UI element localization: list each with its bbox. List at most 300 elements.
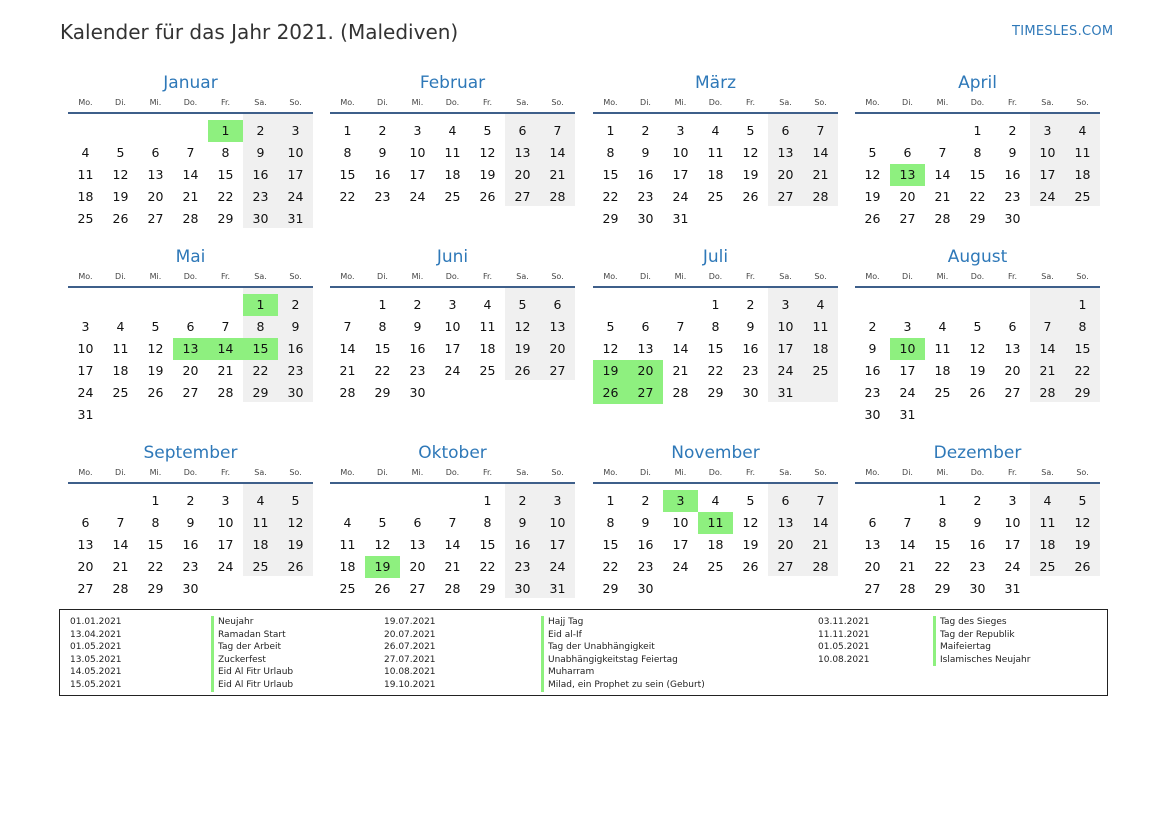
calendar-day: 3 xyxy=(553,493,562,508)
weekday-label: Sa. xyxy=(779,98,792,107)
calendar-day: 22 xyxy=(707,363,724,378)
calendar-day: 6 xyxy=(903,145,912,160)
weekday-label: Mi. xyxy=(936,272,949,281)
calendar-day: 15 xyxy=(602,167,619,182)
calendar-day: 28 xyxy=(182,211,199,226)
weekday-label: Do. xyxy=(970,468,985,477)
calendar-day: 5 xyxy=(973,319,982,334)
calendar-day: 27 xyxy=(182,385,199,400)
calendar-day: 14 xyxy=(672,341,689,356)
calendar-day: 29 xyxy=(1074,385,1091,400)
calendar-day: 21 xyxy=(339,363,356,378)
calendar-day: 15 xyxy=(934,537,951,552)
calendar-day: 28 xyxy=(112,581,129,596)
weekday-label: Mi. xyxy=(936,98,949,107)
calendar-day: 17 xyxy=(409,167,426,182)
calendar-day: 22 xyxy=(1074,363,1091,378)
calendar-day: 17 xyxy=(549,537,566,552)
calendar-day: 19 xyxy=(864,189,881,204)
calendar-day: 27 xyxy=(549,363,566,378)
calendar-day: 1 xyxy=(483,493,492,508)
month-name: September xyxy=(143,443,238,463)
weekday-label: Do. xyxy=(445,468,460,477)
calendar-day: 26 xyxy=(479,189,496,204)
calendar-day: 22 xyxy=(602,189,619,204)
calendar-day: 9 xyxy=(413,319,422,334)
legend-entry: 26.07.2021 xyxy=(384,642,436,653)
calendar-day: 28 xyxy=(1039,385,1056,400)
legend-entry: Tag der Republik xyxy=(933,629,1030,642)
holiday-day: 15 xyxy=(243,338,278,360)
weekday-label: Di. xyxy=(377,98,388,107)
legend-entry: Ramadan Start xyxy=(211,629,293,642)
calendar-day: 25 xyxy=(707,189,724,204)
weekday-label: Sa. xyxy=(254,98,267,107)
calendar-day: 22 xyxy=(602,559,619,574)
calendar-day: 7 xyxy=(448,515,457,530)
calendar-day: 8 xyxy=(151,515,160,530)
legend-entry: Tag des Sieges xyxy=(933,616,1030,629)
calendar-day: 17 xyxy=(77,363,94,378)
calendar-day: 30 xyxy=(1004,211,1021,226)
calendar-day: 7 xyxy=(221,319,230,334)
calendar-day: 21 xyxy=(672,363,689,378)
calendar-day: 31 xyxy=(287,211,304,226)
calendar-day: 17 xyxy=(1039,167,1056,182)
calendar-day: 17 xyxy=(672,537,689,552)
calendar-day: 6 xyxy=(641,319,650,334)
calendar-day: 31 xyxy=(549,581,566,596)
calendar-day: 16 xyxy=(374,167,391,182)
calendar-day: 20 xyxy=(864,559,881,574)
calendar-day: 12 xyxy=(479,145,496,160)
calendar-day: 14 xyxy=(1039,341,1056,356)
calendar-day: 21 xyxy=(899,559,916,574)
calendar-day: 26 xyxy=(742,189,759,204)
weekday-label: Di. xyxy=(377,468,388,477)
calendar-day: 9 xyxy=(641,145,650,160)
holiday-day: 1 xyxy=(243,294,278,316)
calendar-day: 19 xyxy=(742,167,759,182)
calendar-day: 2 xyxy=(641,493,650,508)
calendar-day: 26 xyxy=(742,559,759,574)
calendar-day: 29 xyxy=(707,385,724,400)
calendar-day: 10 xyxy=(217,515,234,530)
calendar-day: 23 xyxy=(514,559,531,574)
calendar-day: 29 xyxy=(934,581,951,596)
calendar-day: 30 xyxy=(182,581,199,596)
legend-names-1 xyxy=(211,616,293,692)
calendar-day: 10 xyxy=(777,319,794,334)
calendar-day: 24 xyxy=(444,363,461,378)
month-name: Juli xyxy=(702,247,729,267)
calendar-day: 24 xyxy=(672,559,689,574)
calendar-day: 4 xyxy=(711,493,720,508)
calendar-day: 7 xyxy=(186,145,195,160)
calendar-day: 18 xyxy=(479,341,496,356)
calendar-day: 27 xyxy=(409,581,426,596)
calendar-day: 9 xyxy=(378,145,387,160)
weekday-label: So. xyxy=(289,98,302,107)
calendar-day: 24 xyxy=(217,559,234,574)
calendar-day: 30 xyxy=(514,581,531,596)
calendar-day: 11 xyxy=(1039,515,1056,530)
calendar-day: 1 xyxy=(378,297,387,312)
weekday-label: Di. xyxy=(902,98,913,107)
legend-entry: Muharram xyxy=(541,666,705,679)
legend-names-2 xyxy=(541,616,705,692)
holiday-day: 11 xyxy=(698,512,733,534)
weekday-label: Di. xyxy=(115,468,126,477)
calendar-day: 21 xyxy=(549,167,566,182)
calendar-day: 17 xyxy=(287,167,304,182)
calendar-day: 7 xyxy=(938,145,947,160)
calendar-day: 14 xyxy=(112,537,129,552)
calendar-day: 16 xyxy=(969,537,986,552)
calendar-day: 18 xyxy=(934,363,951,378)
legend-entry: 10.08.2021 xyxy=(818,654,870,665)
month-name: März xyxy=(695,73,736,93)
calendar-day: 23 xyxy=(374,189,391,204)
calendar-day: 19 xyxy=(479,167,496,182)
calendar-day: 20 xyxy=(777,167,794,182)
calendar-day: 6 xyxy=(518,123,527,138)
calendar-day: 9 xyxy=(1008,145,1017,160)
calendar-day: 19 xyxy=(112,189,129,204)
calendar-day: 14 xyxy=(934,167,951,182)
calendar-day: 7 xyxy=(903,515,912,530)
calendar-day: 15 xyxy=(707,341,724,356)
legend-dates-1 xyxy=(70,616,122,692)
calendar-day: 4 xyxy=(711,123,720,138)
weekday-label: Mo. xyxy=(865,468,880,477)
calendar-day: 25 xyxy=(1039,559,1056,574)
calendar-day: 11 xyxy=(707,145,724,160)
calendar-day: 18 xyxy=(707,167,724,182)
calendar-day: 22 xyxy=(147,559,164,574)
weekday-label: Mo. xyxy=(603,272,618,281)
legend-entry: Eid al-If xyxy=(541,629,705,642)
calendar-day: 16 xyxy=(742,341,759,356)
weekday-label: Di. xyxy=(902,468,913,477)
calendar-day: 7 xyxy=(553,123,562,138)
calendar-day: 2 xyxy=(868,319,877,334)
calendar-day: 12 xyxy=(514,319,531,334)
calendar-day: 6 xyxy=(1008,319,1017,334)
calendar-day: 27 xyxy=(514,189,531,204)
weekday-label: Sa. xyxy=(516,272,529,281)
calendar-day: 30 xyxy=(742,385,759,400)
calendar-day: 4 xyxy=(816,297,825,312)
calendar-day: 20 xyxy=(549,341,566,356)
calendar-day: 26 xyxy=(147,385,164,400)
calendar-day: 13 xyxy=(777,145,794,160)
weekday-label: So. xyxy=(551,98,564,107)
calendar-day: 23 xyxy=(182,559,199,574)
calendar-day: 18 xyxy=(1074,167,1091,182)
legend-entry: 20.07.2021 xyxy=(384,629,436,640)
calendar-day: 6 xyxy=(868,515,877,530)
legend-entry: Eid Al Fitr Urlaub xyxy=(211,679,293,692)
weekday-label: Di. xyxy=(902,272,913,281)
calendar-day: 14 xyxy=(899,537,916,552)
calendar-day: 2 xyxy=(1008,123,1017,138)
calendar-day: 13 xyxy=(1004,341,1021,356)
calendar-day: 22 xyxy=(374,363,391,378)
weekday-label: So. xyxy=(814,98,827,107)
calendar-day: 9 xyxy=(291,319,300,334)
calendar-day: 30 xyxy=(969,581,986,596)
calendar-day: 30 xyxy=(287,385,304,400)
weekday-label: Fr. xyxy=(1007,98,1018,107)
weekday-label: Sa. xyxy=(516,98,529,107)
weekday-label: Sa. xyxy=(779,468,792,477)
calendar-day: 2 xyxy=(378,123,387,138)
calendar-day: 26 xyxy=(514,363,531,378)
calendar-day: 3 xyxy=(676,123,685,138)
calendar-day: 5 xyxy=(746,123,755,138)
calendar-day: 2 xyxy=(973,493,982,508)
calendar-day: 3 xyxy=(1008,493,1017,508)
calendar-day: 23 xyxy=(287,363,304,378)
legend-entry: 19.10.2021 xyxy=(384,679,436,690)
calendar-day: 29 xyxy=(969,211,986,226)
calendar-day: 13 xyxy=(864,537,881,552)
weekday-label: Mi. xyxy=(674,272,687,281)
calendar-day: 27 xyxy=(864,581,881,596)
calendar-day: 28 xyxy=(444,581,461,596)
brand-link[interactable]: TIMESLES.COM xyxy=(1012,24,1114,39)
weekday-label: Do. xyxy=(708,98,723,107)
calendar-day: 24 xyxy=(1039,189,1056,204)
legend-entry: 01.01.2021 xyxy=(70,617,122,627)
calendar-day: 25 xyxy=(934,385,951,400)
calendar-day: 29 xyxy=(602,581,619,596)
legend-entry: 01.05.2021 xyxy=(818,642,870,653)
calendar-day: 18 xyxy=(444,167,461,182)
calendar-day: 8 xyxy=(606,515,615,530)
calendar-day: 29 xyxy=(252,385,269,400)
calendar-day: 21 xyxy=(1039,363,1056,378)
calendar-day: 10 xyxy=(77,341,94,356)
calendar-day: 9 xyxy=(868,341,877,356)
calendar-day: 29 xyxy=(217,211,234,226)
calendar-day: 8 xyxy=(711,319,720,334)
weekday-label: Fr. xyxy=(1007,272,1018,281)
calendar-day: 17 xyxy=(217,537,234,552)
calendar-day: 25 xyxy=(444,189,461,204)
weekday-label: So. xyxy=(1076,98,1089,107)
weekday-label: Mo. xyxy=(340,468,355,477)
calendar-day: 21 xyxy=(217,363,234,378)
calendar-day: 24 xyxy=(672,189,689,204)
holiday-day: 26 xyxy=(593,382,628,404)
weekday-label: So. xyxy=(551,468,564,477)
weekday-label: Sa. xyxy=(254,272,267,281)
calendar-day: 20 xyxy=(77,559,94,574)
calendar-day: 6 xyxy=(81,515,90,530)
calendar-day: 1 xyxy=(973,123,982,138)
weekday-label: Sa. xyxy=(1041,272,1054,281)
calendar-day: 11 xyxy=(339,537,356,552)
calendar-day: 11 xyxy=(934,341,951,356)
calendar-day: 3 xyxy=(1043,123,1052,138)
month-name: November xyxy=(671,443,760,463)
calendar-day: 8 xyxy=(256,319,265,334)
legend-entry: Neujahr xyxy=(211,616,293,629)
calendar-day: 23 xyxy=(252,189,269,204)
calendar-day: 1 xyxy=(938,493,947,508)
month-name: Februar xyxy=(419,73,486,93)
calendar-day: 7 xyxy=(343,319,352,334)
weekday-label: Fr. xyxy=(220,98,231,107)
weekday-label: Do. xyxy=(183,272,198,281)
calendar-day: 22 xyxy=(217,189,234,204)
calendar-day: 5 xyxy=(116,145,125,160)
calendar-day: 20 xyxy=(182,363,199,378)
weekday-label: Di. xyxy=(640,272,651,281)
calendar-day: 30 xyxy=(252,211,269,226)
calendar-day: 19 xyxy=(742,537,759,552)
weekday-label: Di. xyxy=(115,272,126,281)
calendar-day: 11 xyxy=(77,167,94,182)
calendar-day: 24 xyxy=(1004,559,1021,574)
calendar-day: 23 xyxy=(637,189,654,204)
calendar-day: 8 xyxy=(378,319,387,334)
legend-names-3 xyxy=(933,616,1030,666)
calendar-day: 23 xyxy=(742,363,759,378)
calendar-day: 18 xyxy=(812,341,829,356)
calendar-day: 19 xyxy=(969,363,986,378)
weekday-label: So. xyxy=(289,468,302,477)
calendar-day: 16 xyxy=(287,341,304,356)
calendar-day: 12 xyxy=(112,167,129,182)
calendar-day: 15 xyxy=(602,537,619,552)
calendar-day: 24 xyxy=(409,189,426,204)
weekday-label: Mo. xyxy=(78,272,93,281)
calendar-day: 1 xyxy=(606,123,615,138)
weekday-label: Mo. xyxy=(865,98,880,107)
calendar-day: 4 xyxy=(116,319,125,334)
calendar-day: 25 xyxy=(707,559,724,574)
weekday-label: Di. xyxy=(377,272,388,281)
holiday-day: 19 xyxy=(365,556,400,578)
holiday-day: 19 xyxy=(593,360,628,382)
calendar-day: 18 xyxy=(112,363,129,378)
calendar-day: 31 xyxy=(777,385,794,400)
weekday-label: Di. xyxy=(640,98,651,107)
calendar-day: 2 xyxy=(518,493,527,508)
calendar-day: 5 xyxy=(746,493,755,508)
calendar-day: 4 xyxy=(938,319,947,334)
calendar-day: 14 xyxy=(812,145,829,160)
legend-entry: 15.05.2021 xyxy=(70,679,122,690)
calendar-day: 31 xyxy=(77,407,94,422)
calendar-day: 25 xyxy=(479,363,496,378)
weekday-label: Mo. xyxy=(603,468,618,477)
calendar-day: 3 xyxy=(448,297,457,312)
legend-entry: 13.04.2021 xyxy=(70,629,122,640)
calendar-day: 21 xyxy=(934,189,951,204)
calendar-day: 21 xyxy=(112,559,129,574)
calendar-day: 21 xyxy=(182,189,199,204)
calendar-day: 28 xyxy=(812,189,829,204)
calendar-day: 8 xyxy=(973,145,982,160)
calendar-day: 9 xyxy=(973,515,982,530)
calendar-day: 22 xyxy=(969,189,986,204)
calendar-day: 29 xyxy=(374,385,391,400)
calendar-day: 8 xyxy=(343,145,352,160)
calendar-day: 10 xyxy=(549,515,566,530)
calendar-day: 15 xyxy=(217,167,234,182)
calendar-day: 6 xyxy=(151,145,160,160)
calendar-day: 6 xyxy=(553,297,562,312)
calendar-day: 11 xyxy=(1074,145,1091,160)
calendar-day: 2 xyxy=(256,123,265,138)
calendar-day: 9 xyxy=(518,515,527,530)
calendar-day: 13 xyxy=(147,167,164,182)
weekday-label: Sa. xyxy=(779,272,792,281)
calendar-day: 25 xyxy=(112,385,129,400)
holiday-day: 27 xyxy=(628,382,663,404)
calendar-day: 1 xyxy=(151,493,160,508)
weekday-label: Mi. xyxy=(149,272,162,281)
calendar-day: 3 xyxy=(413,123,422,138)
calendar-day: 15 xyxy=(969,167,986,182)
calendar-day: 14 xyxy=(182,167,199,182)
calendar-day: 30 xyxy=(637,211,654,226)
weekday-label: Do. xyxy=(183,98,198,107)
calendar-day: 26 xyxy=(112,211,129,226)
weekday-label: Do. xyxy=(708,272,723,281)
calendar-day: 27 xyxy=(147,211,164,226)
calendar-day: 31 xyxy=(672,211,689,226)
calendar-day: 26 xyxy=(287,559,304,574)
weekday-label: Do. xyxy=(708,468,723,477)
page-title: Kalender für das Jahr 2021. (Malediven) xyxy=(60,20,459,44)
calendar-day: 11 xyxy=(252,515,269,530)
calendar-day: 7 xyxy=(1043,319,1052,334)
calendar-day: 13 xyxy=(77,537,94,552)
calendar-day: 4 xyxy=(1043,493,1052,508)
legend-entry: 03.11.2021 xyxy=(818,617,870,627)
calendar-day: 16 xyxy=(182,537,199,552)
calendar-day: 16 xyxy=(1004,167,1021,182)
weekday-label: Fr. xyxy=(482,98,493,107)
calendar-day: 20 xyxy=(409,559,426,574)
calendar-day: 20 xyxy=(514,167,531,182)
calendar-day: 23 xyxy=(969,559,986,574)
calendar-day: 20 xyxy=(777,537,794,552)
weekday-label: Mi. xyxy=(149,98,162,107)
calendar-day: 14 xyxy=(549,145,566,160)
weekday-label: Do. xyxy=(445,272,460,281)
calendar-day: 11 xyxy=(479,319,496,334)
weekday-label: Sa. xyxy=(1041,98,1054,107)
calendar-day: 12 xyxy=(742,515,759,530)
legend-entry: Unabhängigkeitstag Feiertag xyxy=(541,654,705,667)
weekday-label: Do. xyxy=(445,98,460,107)
calendar-day: 12 xyxy=(287,515,304,530)
calendar-day: 29 xyxy=(602,211,619,226)
holiday-day: 13 xyxy=(173,338,208,360)
weekday-label: Mo. xyxy=(78,98,93,107)
calendar-day: 5 xyxy=(483,123,492,138)
legend-entry: 11.11.2021 xyxy=(818,629,870,640)
weekday-label: Mo. xyxy=(340,272,355,281)
calendar-day: 25 xyxy=(252,559,269,574)
legend-entry: Milad, ein Prophet zu sein (Geburt) xyxy=(541,679,705,692)
